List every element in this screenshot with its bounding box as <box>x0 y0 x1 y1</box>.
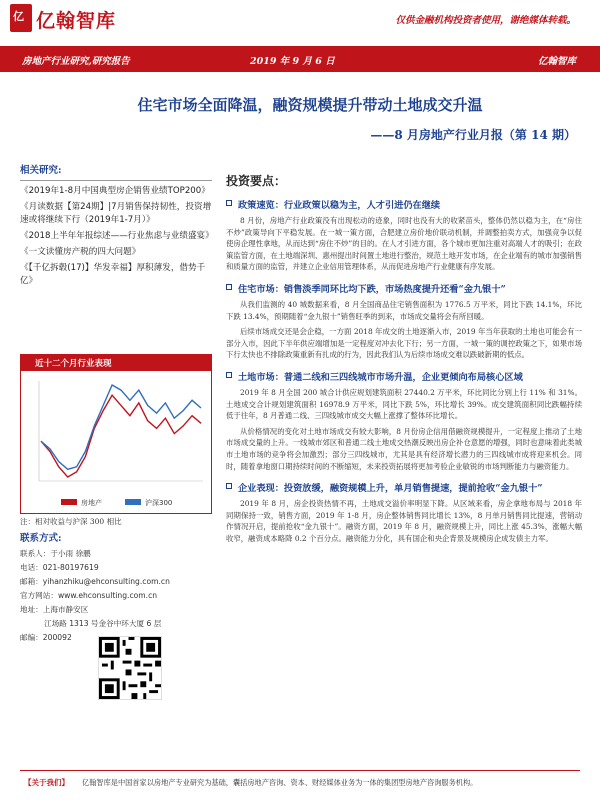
footer <box>0 770 600 800</box>
legend-label-realestate: 房地产 <box>81 499 102 507</box>
legend-label-hs300: 沪深300 <box>145 499 173 507</box>
section-housing-heading: 住宅市场：销售淡季同环比均下跌，市场热度提升还看“金九银十” <box>226 281 582 295</box>
section-enterprise-heading: 企业表现：投资放缓，融资规模上升，单月销售提速，提前抢收“金九银十” <box>226 480 582 494</box>
investment-highlights <box>226 172 582 548</box>
report-category: 房地产行业研究,研究报告 <box>22 56 130 67</box>
square-bullet-icon <box>226 284 232 290</box>
chart-line-realestate <box>41 395 201 477</box>
related-research-item[interactable]: 《2018上半年年报综述——行业焦虑与业绩盛宴》 <box>20 231 214 241</box>
square-bullet-icon <box>226 372 232 378</box>
chart-note: 注：相对收益与沪深 300 相比 <box>20 517 122 526</box>
contact-website[interactable]: 官方网站：www.ehconsulting.com.cn <box>20 591 158 600</box>
section-enterprise-text: 2019 年 8 月，房企投资热情不再，土地成交溢价率明显下降。从区域来看，房企拿地布局与 2018 年同期保持一致，销售方面，2019 年 1-8 月，房企整体销售同比增长 13%，8 月单月销售同比提速，营销动作情况开启，提前抢收“金九银十”。融资方面，2019 年 8 月，融资规模上升，同比上涨 45.3%，涨幅大幅收窄，融资成本略降 0.2 个百分点。融资能力分化，具有国企和央企背景及规模房企成发债主力军。 <box>226 499 582 543</box>
report-date: 2019 年 9 月 6 日 <box>250 56 335 67</box>
related-research-item[interactable]: 《月读数据【第24期】|7月销售保持韧性，投资增速或将继续下行（2019年1-7月）》 <box>20 202 212 225</box>
contact-person: 联系人：于小雨 徐鹏 <box>20 549 91 558</box>
qr-code-svg <box>99 637 161 699</box>
legend-swatch-hs300 <box>125 499 141 505</box>
section-housing-text: 从我们监测的 40 城数据来看，8 月全国商品住宅销售面积为 1776.5 万平米，同比下跌 14.1%，环比下跌 13.4%，预期随着“金九银十”销售旺季的到来，市场成交量将会有所回暖。 <box>226 299 582 321</box>
related-research-item[interactable]: 《一文读懂房产税的四大问题》 <box>20 247 141 257</box>
contact-address: 地址：上海市静安区 <box>20 605 89 614</box>
contact-info <box>20 530 212 645</box>
contact-address-line2: 江场路 1313 号金谷中环大厦 6 层 <box>44 619 162 628</box>
report-info-bar <box>0 46 600 72</box>
section-land-heading: 土地市场：普通二线和三四线城市市场升温，企业更倾向布局核心区域 <box>226 369 582 383</box>
highlights-title: 投资要点： <box>226 174 287 188</box>
contact-email[interactable]: 邮箱：yihanzhiku@ehconsulting.com.cn <box>20 577 170 586</box>
chart-svg <box>21 371 211 513</box>
section-housing-text: 后续市场成交还是会企稳，一方面 2018 年成交的土地逐渐入市，2019 年当年获取的土地也可能会有一部分入市，因此下半年供应端增加是一定程度对冲去化下行；另一方面，一城一策的调控政策之下，如果市场下行太快也不排除政策重新有扎成的行为，因此我们认为后续市场成交难以跌破新期的低点。 <box>226 327 582 360</box>
contact-title: 联系方式: <box>20 533 62 544</box>
square-bullet-icon <box>226 200 232 206</box>
about-us-text: 亿翰智库是中国首家以房地产专业研究为基础，囊括房地产咨询、资本、财经媒体业务为一体的集团型房地产咨询服务机构。 <box>82 778 478 787</box>
square-bullet-icon <box>226 483 232 489</box>
contact-phone: 电话：021-80197619 <box>20 563 99 572</box>
report-subtitle: ——8 月房地产行业月报（第 14 期） <box>370 128 576 142</box>
about-us-tag: 【关于我们】 <box>24 778 69 787</box>
related-research-list <box>20 185 212 288</box>
industry-performance-chart <box>20 354 212 514</box>
qr-code-icon <box>98 636 162 700</box>
disclaimer: 仅供金融机构投资者使用，谢绝媒体转载。 <box>395 15 576 26</box>
section-land-text: 从价格情况的变化对土地市场成交有较大影响，8 月份房企信用借融资规模提升，一定程度上推动了土地市场成交量的上升。一线城市郊区和普通二线土地成交热潮反映出房企补仓意愿的增强，同时也意味着此类城市土地市场的竞争将会加激烈；部分三四线城市，尤其是具有经济增长潜力的三四线城市成将迎来机会。同时，随着拿地窗口期持续时间的不断缩短，未来投资拓展将更加考验企业敏锐的市场判断能力与融资能力。 <box>226 426 582 471</box>
chart-title: 近十二个月行业表现 <box>21 355 211 371</box>
divider <box>20 180 212 181</box>
logo-icon: 亿 <box>10 4 32 32</box>
section-policy-text: 8 月份，房地产行业政策没有出现松动的迹象，同时也没有大的收紧苗头，整体仍然以稳为主，在“房住不炒”政策导向下平稳发展。在一城一策方面，合肥建立房价地价联动机制，并调整拍卖方式，加强竞争以促使房企理性拿地，从而达到“房住不炒”的目的。在人才引进方面，各个城市更加注重对高端人才的吸引；在政策监管方面，在土地端深圳、惠州提出时间置土地进行整治，规范土地开发市场，在企业端有的城市加强销售和质量方面的监管，并建立企业信用管理体系，从而促进房地产行业健康有序发展。 <box>226 216 582 272</box>
section-policy-heading: 政策速览：行业政策以稳为主，人才引进仍在继续 <box>226 197 582 211</box>
related-research-title: 相关研究: <box>20 165 62 176</box>
contact-postcode: 邮编：200092 <box>20 633 72 642</box>
report-publisher: 亿翰智库 <box>537 56 576 67</box>
related-research-item[interactable]: 《【千亿拆毂(17)】华发幸福】厚积薄发，借势千亿》 <box>20 263 206 286</box>
legend-swatch-realestate <box>61 499 77 505</box>
section-land-text: 2019 年 8 月全国 200 城合计供应规划建筑面积 27440.2 万平米，环比同比分别上行 11% 和 31%。土地成交合计规划建筑面积 16978.9 万平米，同比下跌 5%，环比增长 39%。成交建筑面积同比跌幅持续低于往年，8 月普通二线、三四线城市成交大幅上涨撑了整体环比增长。 <box>226 387 582 421</box>
related-research-item[interactable]: 《2019年1-8月中国典型房企销售业绩TOP200》 <box>20 186 210 196</box>
header <box>0 0 600 46</box>
divider <box>20 770 580 771</box>
report-title: 住宅市场全面降温，融资规模提升带动土地成交升温 <box>137 96 483 114</box>
chart-line-hs300 <box>41 385 201 469</box>
logo-text: 亿翰智库 <box>36 10 117 32</box>
related-research <box>20 162 212 291</box>
